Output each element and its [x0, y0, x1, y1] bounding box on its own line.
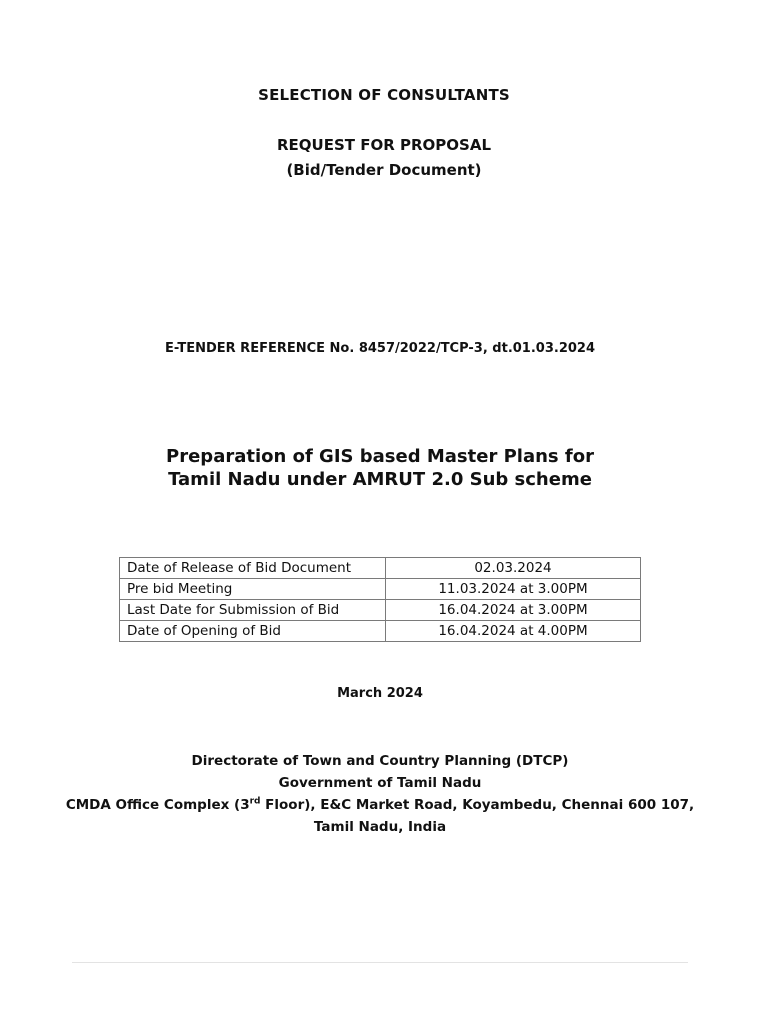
issuer-line-2: Government of Tamil Nadu — [278, 775, 482, 791]
tender-reference: E-TENDER REFERENCE No. 8457/2022/TCP-3, dt.01.03.2024 — [164, 341, 595, 356]
table-row — [120, 621, 641, 642]
issuer-address — [0, 750, 760, 838]
project-title — [0, 445, 760, 491]
issuer-line-3-suffix: Floor), E&C Market Road, Koyambedu, Chennai 600 107, — [260, 797, 695, 813]
schedule-value: 02.03.2024 — [386, 558, 641, 579]
issuer-line-4: Tamil Nadu, India — [313, 819, 447, 835]
project-title-line-1: Preparation of GIS based Master Plans for — [166, 446, 594, 467]
issue-month: March 2024 — [337, 686, 423, 701]
table-row — [120, 558, 641, 579]
schedule-value: 11.03.2024 at 3.00PM — [386, 579, 641, 600]
issuer-line-1: Directorate of Town and Country Planning (DTCP) — [191, 753, 569, 769]
schedule-label: Date of Release of Bid Document — [120, 558, 386, 579]
table-row — [120, 600, 641, 621]
schedule-value: 16.04.2024 at 4.00PM — [386, 621, 641, 642]
floor-ordinal-superscript: rd — [249, 796, 261, 807]
schedule-label: Date of Opening of Bid — [120, 621, 386, 642]
bid-schedule-table — [119, 557, 641, 642]
schedule-value: 16.04.2024 at 3.00PM — [386, 600, 641, 621]
schedule-label: Last Date for Submission of Bid — [120, 600, 386, 621]
rfp-heading: REQUEST FOR PROPOSAL — [276, 136, 491, 154]
project-title-line-2: Tamil Nadu under AMRUT 2.0 Sub scheme — [168, 469, 592, 490]
schedule-label: Pre bid Meeting — [120, 579, 386, 600]
issuer-line-3 — [0, 794, 760, 816]
issuer-line-3-prefix: CMDA Office Complex (3 — [65, 797, 250, 813]
selection-heading: SELECTION OF CONSULTANTS — [258, 86, 510, 104]
table-row — [120, 579, 641, 600]
footer-divider — [72, 962, 688, 963]
bid-document-subheading: (Bid/Tender Document) — [286, 161, 482, 179]
